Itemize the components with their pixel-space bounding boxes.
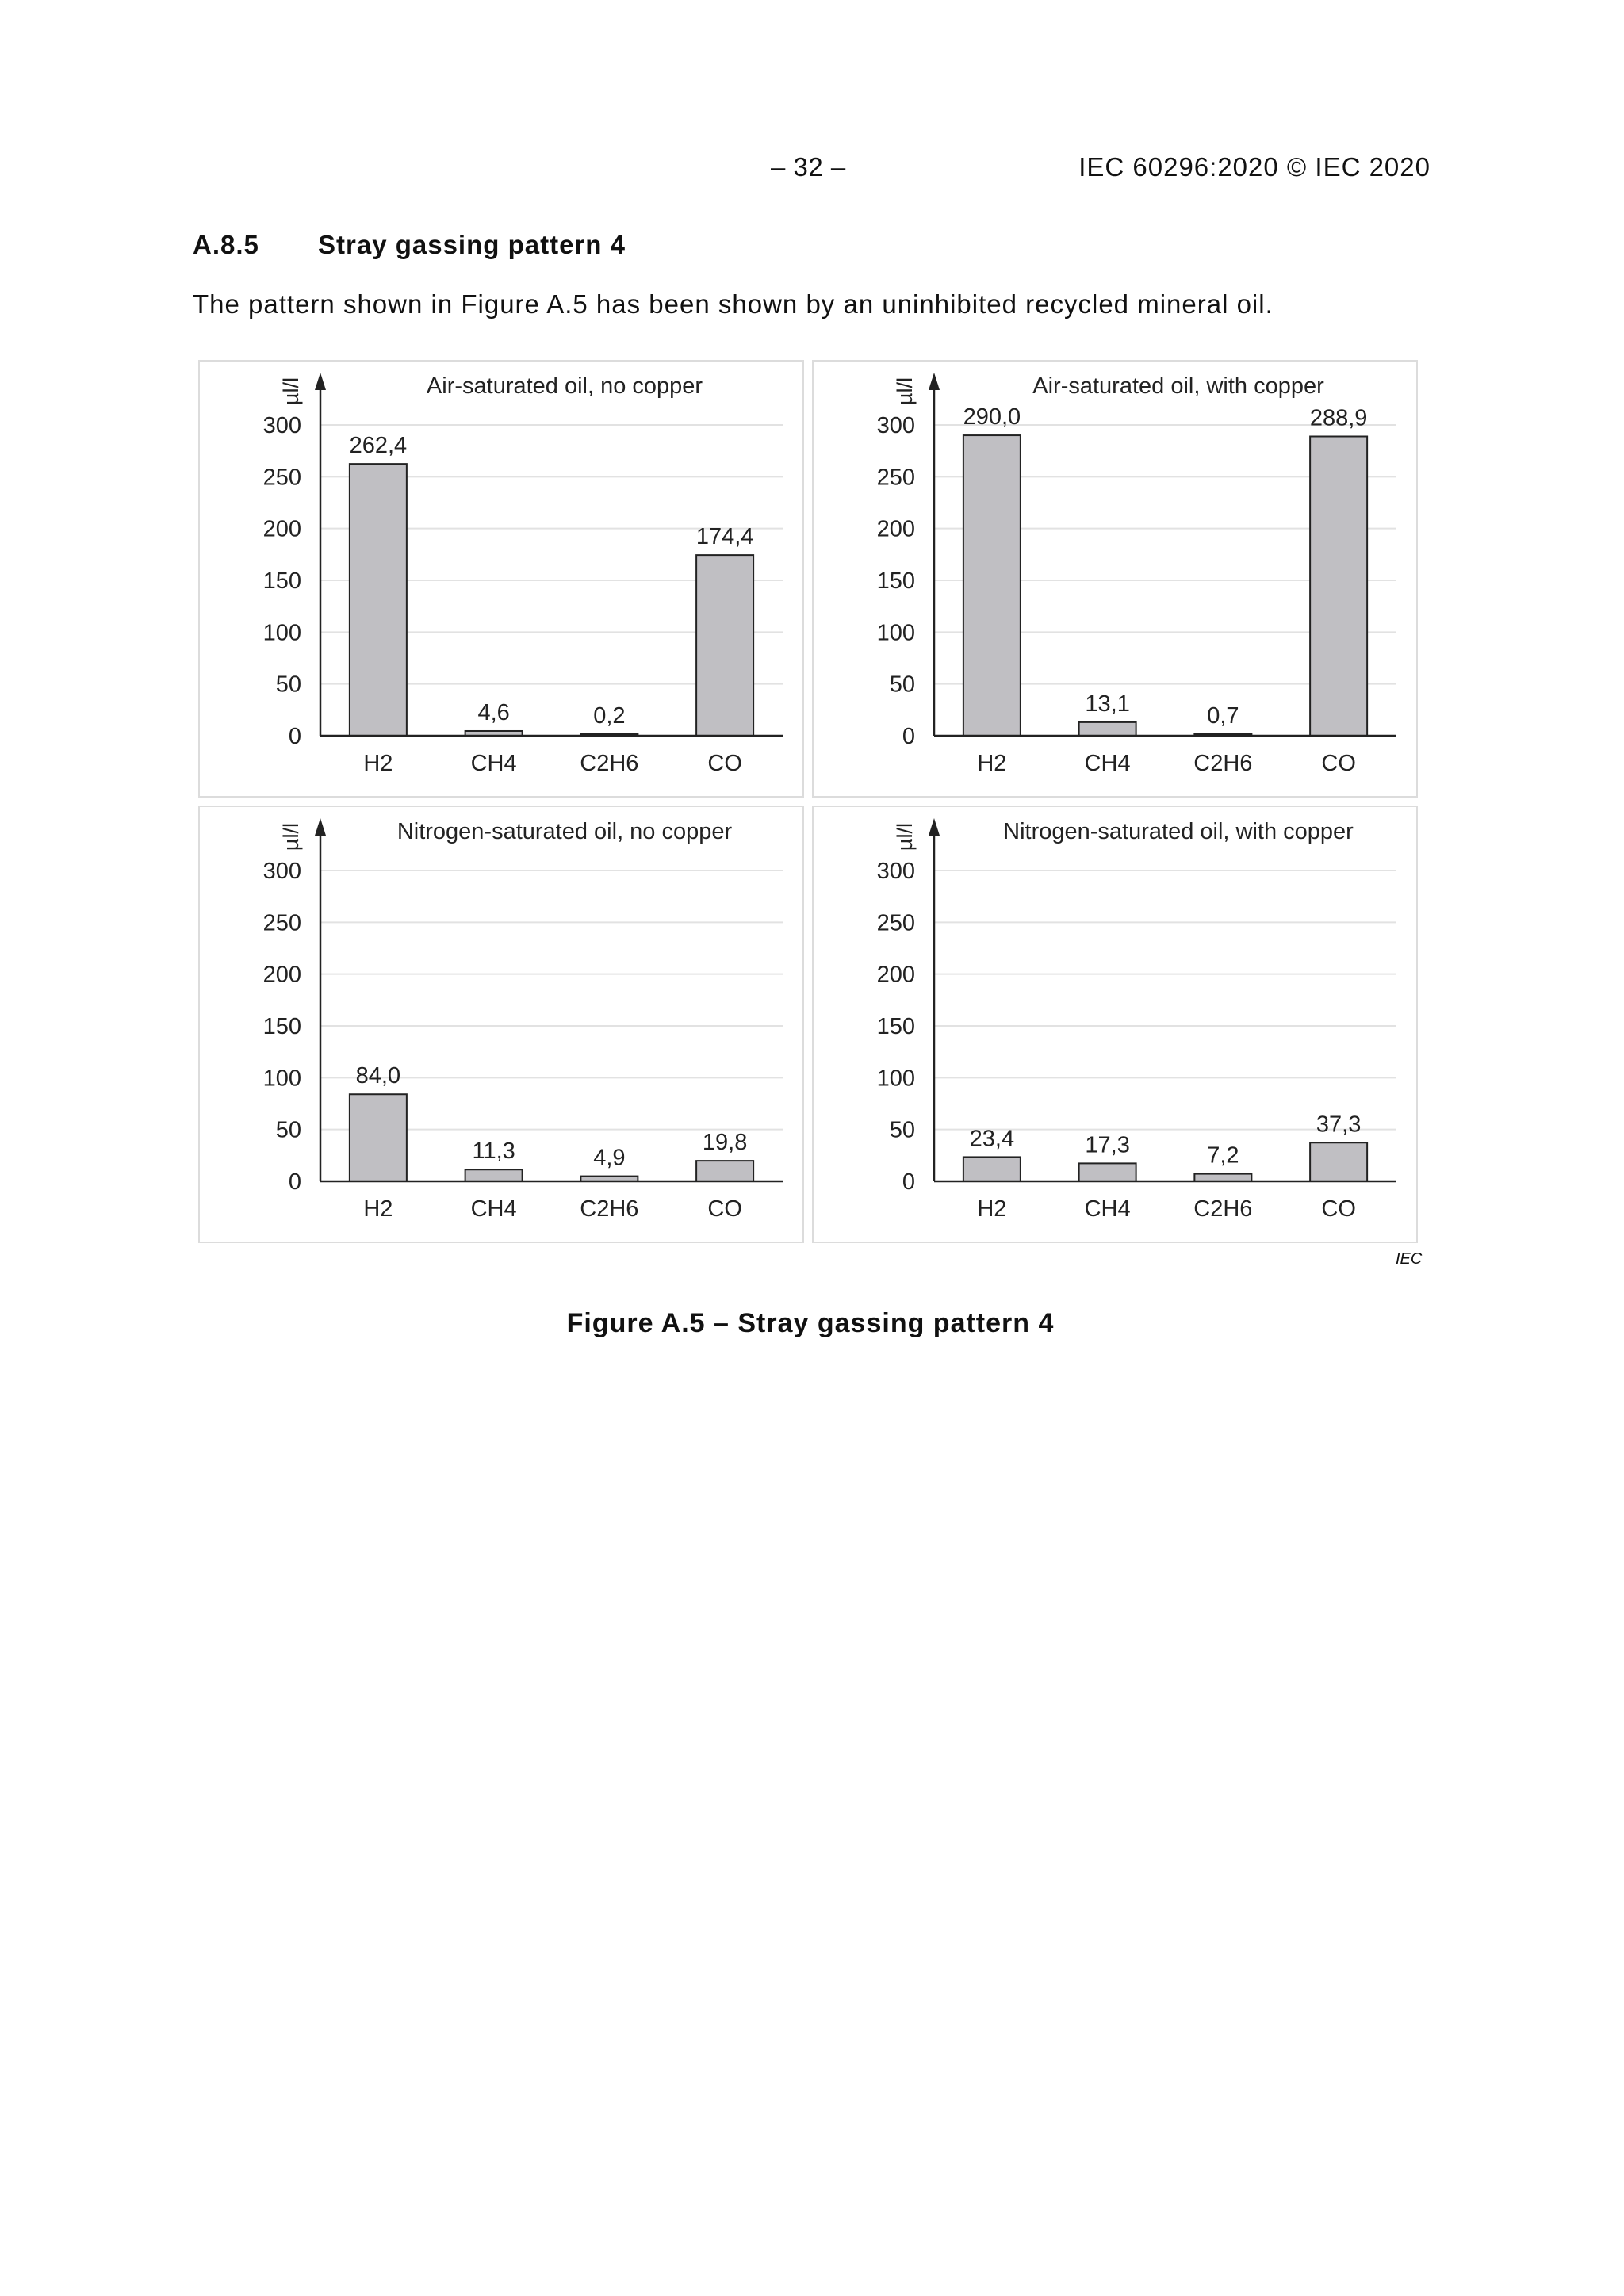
bar	[1079, 1163, 1136, 1181]
data-label: 174,4	[695, 524, 754, 550]
y-tick-label: 300	[876, 859, 915, 884]
bar	[350, 1094, 407, 1181]
data-label: 290,0	[963, 404, 1021, 430]
y-tick-label: 150	[876, 1014, 915, 1039]
bar	[696, 555, 753, 736]
chart-air-with-copper	[814, 362, 1419, 799]
x-tick-label: CO	[707, 1196, 742, 1222]
y-tick-label: 250	[262, 910, 301, 936]
y-tick-label: 200	[262, 962, 301, 988]
y-tick-label: 150	[262, 1014, 301, 1039]
y-axis-arrow	[315, 373, 326, 390]
y-tick-label: 200	[876, 962, 915, 988]
data-label: 84,0	[355, 1063, 401, 1089]
x-tick-label: H2	[363, 1196, 393, 1222]
iec-source-mark: IEC	[1396, 1250, 1423, 1268]
chart-air-no-copper	[200, 362, 806, 799]
y-tick-label: 200	[876, 516, 915, 542]
data-label: 0,7	[1207, 703, 1239, 729]
bar	[1310, 1142, 1367, 1181]
chart-title: Nitrogen-saturated oil, no copper	[396, 819, 733, 844]
y-tick-label: 0	[288, 724, 301, 749]
y-tick-label: 0	[902, 724, 915, 749]
y-axis-arrow	[315, 818, 326, 836]
document-id: IEC 60296:2020 © IEC 2020	[1078, 152, 1431, 182]
x-tick-label: C2H6	[1193, 751, 1253, 776]
y-tick-label: 100	[262, 620, 301, 646]
y-axis-label: µl/l	[893, 377, 917, 406]
x-tick-label: CO	[1321, 1196, 1356, 1222]
data-label: 4,9	[593, 1145, 626, 1171]
y-tick-label: 200	[262, 516, 301, 542]
y-axis-label: µl/l	[893, 823, 917, 851]
y-axis-label: µl/l	[279, 823, 303, 851]
bar	[1310, 437, 1367, 736]
y-tick-label: 150	[262, 568, 301, 594]
y-tick-label: 50	[275, 1117, 301, 1143]
data-label: 262,4	[349, 433, 408, 459]
bar	[963, 1157, 1021, 1181]
x-tick-label: CH4	[1084, 751, 1131, 776]
chart-title: Air-saturated oil, no copper	[426, 373, 703, 399]
x-tick-label: CH4	[1084, 1196, 1131, 1222]
section-title: Stray gassing pattern 4	[318, 230, 626, 259]
data-label: 37,3	[1316, 1112, 1362, 1138]
data-label: 23,4	[969, 1126, 1015, 1152]
y-tick-label: 150	[876, 568, 915, 594]
data-label: 7,2	[1207, 1142, 1239, 1169]
section-heading	[193, 230, 626, 260]
bar	[1079, 722, 1136, 736]
data-label: 19,8	[702, 1130, 748, 1156]
x-tick-label: H2	[363, 751, 393, 776]
y-tick-label: 100	[876, 620, 915, 646]
chart-title: Air-saturated oil, with copper	[1032, 373, 1324, 399]
x-tick-label: C2H6	[1193, 1196, 1253, 1222]
page-number: – 32 –	[771, 152, 846, 182]
chart-panel-nitrogen-with-copper	[812, 806, 1418, 1243]
x-tick-label: CO	[1321, 751, 1356, 776]
y-tick-label: 50	[275, 672, 301, 698]
data-label: 288,9	[1309, 405, 1368, 431]
section-number: A.8.5	[193, 230, 259, 259]
x-tick-label: H2	[977, 751, 1007, 776]
body-paragraph: The pattern shown in Figure A.5 has been shown by an uninhibited recycled mineral oil.	[193, 289, 1274, 319]
y-tick-label: 250	[262, 465, 301, 491]
bar	[465, 1169, 523, 1181]
y-tick-label: 250	[876, 465, 915, 491]
y-tick-label: 50	[889, 672, 915, 698]
y-tick-label: 300	[262, 859, 301, 884]
chart-panel-nitrogen-no-copper	[198, 806, 804, 1243]
x-tick-label: CH4	[470, 1196, 517, 1222]
y-axis-arrow	[929, 373, 940, 390]
y-tick-label: 250	[876, 910, 915, 936]
data-label: 11,3	[472, 1138, 515, 1165]
y-tick-label: 50	[889, 1117, 915, 1143]
y-tick-label: 100	[262, 1066, 301, 1092]
figure-a5	[198, 360, 1424, 1272]
y-tick-label: 300	[262, 413, 301, 438]
y-tick-label: 100	[876, 1066, 915, 1092]
figure-caption	[0, 1308, 1624, 1339]
bar	[696, 1161, 753, 1181]
x-tick-label: CO	[707, 751, 742, 776]
x-tick-label: C2H6	[580, 751, 639, 776]
chart-title: Nitrogen-saturated oil, with copper	[1003, 819, 1354, 844]
bar	[963, 435, 1021, 736]
bar	[350, 464, 407, 736]
figure-caption-text: Figure A.5 – Stray gassing pattern 4	[566, 1308, 1055, 1338]
bar	[1194, 1174, 1251, 1181]
x-tick-label: CH4	[470, 751, 517, 776]
y-tick-label: 0	[902, 1169, 915, 1195]
y-axis-arrow	[929, 818, 940, 836]
x-tick-label: C2H6	[580, 1196, 639, 1222]
data-label: 0,2	[593, 703, 626, 729]
data-label: 17,3	[1085, 1132, 1130, 1158]
chart-panel-air-with-copper	[812, 360, 1418, 798]
y-tick-label: 0	[288, 1169, 301, 1195]
y-axis-label: µl/l	[279, 377, 303, 406]
data-label: 13,1	[1085, 691, 1130, 717]
data-label: 4,6	[477, 699, 510, 725]
chart-panel-air-no-copper	[198, 360, 804, 798]
x-tick-label: H2	[977, 1196, 1007, 1222]
chart-nitrogen-no-copper	[200, 807, 806, 1245]
chart-nitrogen-with-copper	[814, 807, 1419, 1245]
y-tick-label: 300	[876, 413, 915, 438]
page-header	[0, 152, 1624, 184]
